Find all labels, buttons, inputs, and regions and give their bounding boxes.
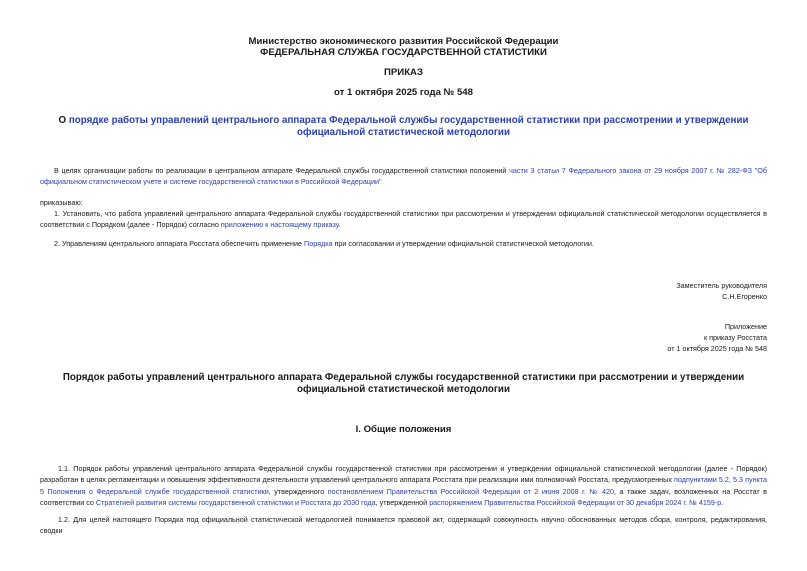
doc-date-number: от 1 октября 2025 года № 548 (334, 87, 473, 98)
preamble-text: В целях организации работы по реализации в центральном аппарате Федеральной службы государственной статистики положений (54, 166, 510, 175)
section-1-title: I. Общие положения (355, 424, 452, 435)
item-1-text: 1. Установить, что работа управлений центрального аппарата Федеральной службы государственной статистики при рассмотрении и утверждении официальной статистической методологии осуществляется в соответствии с Порядком (далее - Порядок) согласно (40, 209, 767, 230)
procedure-link[interactable]: Порядка (304, 239, 333, 248)
preamble-law-link[interactable]: части 3 статьи 7 Федерального закона от 29 ноября 2007 г. № 282-ФЗ "Об официальном статистическом учете и системе государственной статистики в Российской Федерации" (40, 166, 767, 187)
regulation-link[interactable]: подпунктами 5.2, 5.3 пункта 5 Положения о Федеральной службе государственной статистики (40, 475, 768, 496)
resolution-link[interactable]: постановлением Правительства Российской Федерации от 2 июня 2008 г. № 420 (327, 486, 615, 496)
doc-type-heading: ПРИКАЗ (384, 67, 423, 78)
appendix-link[interactable]: приложению к настоящему приказу (220, 220, 339, 230)
service-heading: ФЕДЕРАЛЬНАЯ СЛУЖБА ГОСУДАРСТВЕННОЙ СТАТИСТИКИ (260, 47, 547, 58)
preamble-paragraph (40, 165, 767, 188)
order-title (40, 115, 767, 138)
para-1-2: 1.2. Для целей настоящего Порядка под официальной статистической методологией понимается правовой акт, содержащий совокупность научно обоснованных методов сбора, контроля, редактирования, сводки (40, 515, 767, 536)
order-title-link[interactable]: порядке работы управлений центрального аппарата Федеральной службы государственной статистики при рассмотрении и утверждении официальной статистической методологии (68, 115, 749, 138)
appendix-line-2: к приказу Росстата (704, 333, 767, 342)
signature-position: Заместитель руководителя (676, 281, 767, 290)
item-1-paragraph: 1. Установить, что работа управлений центрального аппарата Федеральной службы государственной статистики при рассмотрении и утверждении официальной статистической методологии осуществляется в соответствии с Порядком (далее - Порядок) согласно приложению к настоящему приказу. (40, 209, 767, 230)
item-2-paragraph: 2. Управлениям центрального аппарата Росстата обеспечить применение Порядка при согласовании и утверждении официальной статистической методологии. (54, 239, 594, 248)
ministry-heading: Министерство экономического развития Российской Федерации (248, 36, 559, 47)
order-title-prefix: О (58, 115, 69, 126)
order-word: приказываю: (40, 198, 83, 207)
signature-name: С.Н.Егоренко (722, 292, 767, 301)
item-2-text: 2. Управлениям центрального аппарата Росстата обеспечить применение (54, 239, 305, 248)
appendix-line-3: от 1 октября 2025 года № 548 (667, 344, 767, 353)
para-1-1: 1.1. Порядок работы управлений центрального аппарата Федеральной службы государственной статистики при рассмотрении и утверждении официальной статистической методологии (далее - Порядок) разработан в целях регламентации и повышения эффективности деятельности управлений центрального аппарата Росстата при реализации ими полномочий Росстата, предусмотренных подпунктами 5.2, 5.3 пункта 5 Положения о Федеральной службе государственной статистики, утвержденного постановлением Правительства Российской Федерации от 2 июня 2008 г. № 420, а также задач, возложенных на Росстат в соответствии со Стратегией развития системы государственной статистики и Росстата до 2030 года, утвержденной распоряжением Правительства Российской Федерации от 30 декабря 2024 г. № 4159-р. (40, 464, 768, 508)
strategy-link[interactable]: Стратегией развития системы государственной статистики и Росстата до 2030 года (95, 498, 376, 508)
decree-link[interactable]: распоряжением Правительства Российской Федерации от 30 декабря 2024 г. № 4159-р (429, 498, 722, 508)
appendix-line-1: Приложение (724, 322, 767, 331)
procedure-title: Порядок работы управлений центрального аппарата Федеральной службы государственной статистики при рассмотрении и утверждении официальной статистической методологии (62, 372, 745, 395)
